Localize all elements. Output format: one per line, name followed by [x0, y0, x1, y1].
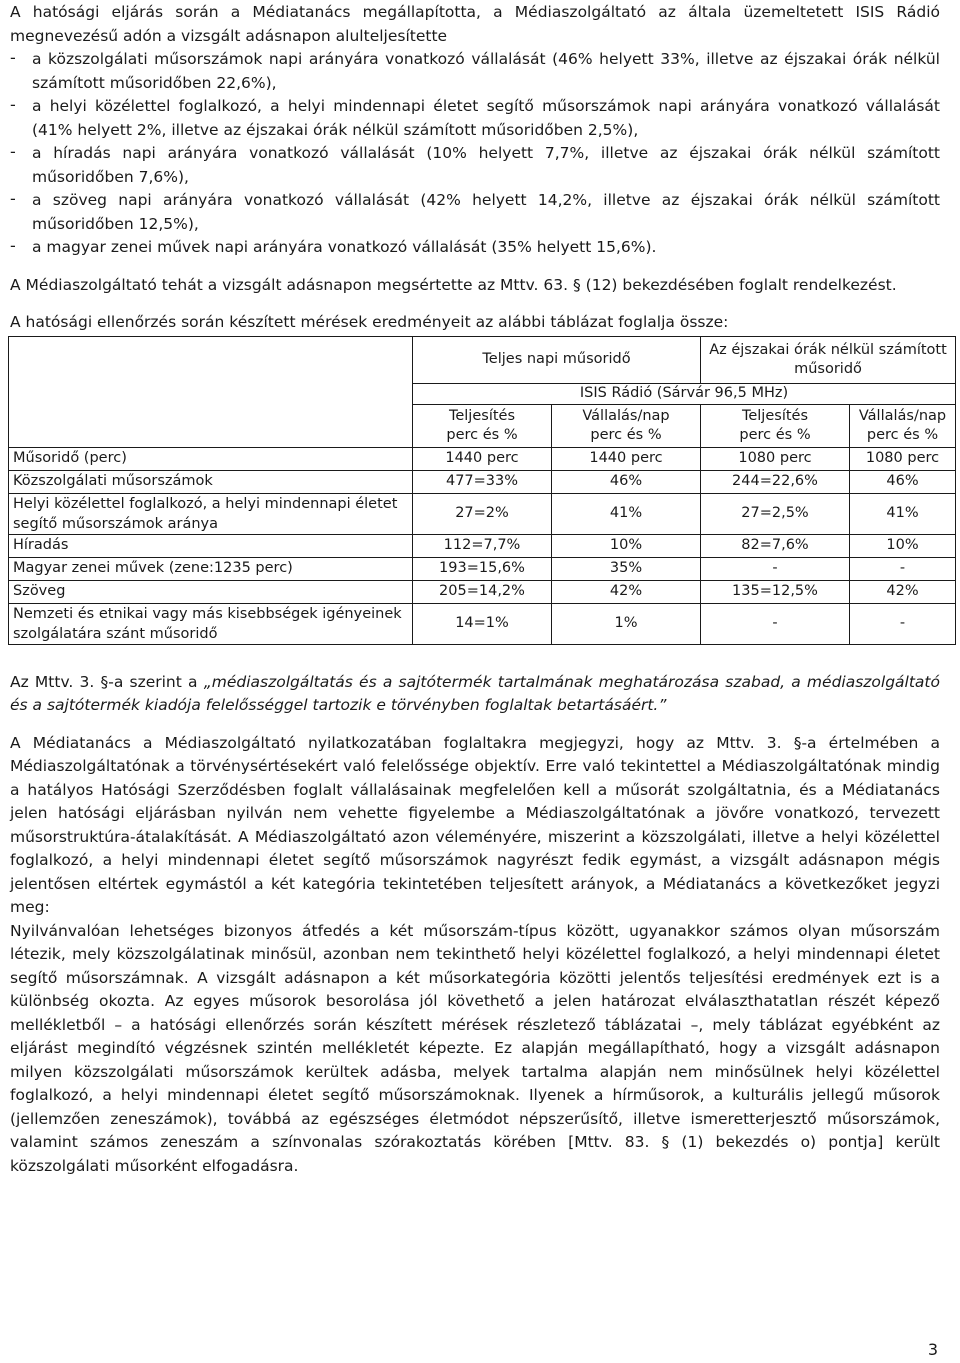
cell: 10% — [850, 534, 956, 557]
row-label: Szöveg — [9, 580, 413, 603]
bullet-item — [10, 48, 940, 95]
col-header-line1: Teljesítés — [741, 407, 809, 424]
row-label: Nemzeti és etnikai vagy más kisebbségek igényeinek szolgálatára szánt műsoridő — [9, 603, 413, 644]
col-header-line2: perc és % — [590, 426, 662, 443]
row-label: Magyar zenei művek (zene:1235 perc) — [9, 557, 413, 580]
table-row — [9, 534, 956, 557]
cell: 1440 perc — [413, 447, 552, 470]
cell: 27=2,5% — [701, 493, 850, 534]
cell: 1080 perc — [701, 447, 850, 470]
cell: 244=22,6% — [701, 470, 850, 493]
cell: 14=1% — [413, 603, 552, 644]
cell: 112=7,7% — [413, 534, 552, 557]
table-row — [9, 580, 956, 603]
bullet-dash: - — [10, 142, 16, 161]
cell: 1440 perc — [552, 447, 701, 470]
table-row — [9, 603, 956, 644]
row-label: Helyi közélettel foglalkozó, a helyi mindennapi életet segítő műsorszámok aránya — [9, 493, 413, 534]
bullet-item — [10, 189, 940, 236]
table-row — [9, 557, 956, 580]
bullet-text: a közszolgálati műsorszámok napi arányára vonatkozó vállalását (46% helyett 33%, illetve az éjszakai órák nélkül számított műsoridőben 22,6%), — [32, 50, 940, 92]
bullet-text: a híradás napi arányára vonatkozó vállalását (10% helyett 7,7%, illetve az éjszakai órák nélkül számított műsoridőben 7,6%), — [32, 144, 940, 186]
page-number: 3 — [927, 1340, 938, 1359]
cell: 42% — [552, 580, 701, 603]
row-label: Közszolgálati műsorszámok — [9, 470, 413, 493]
bullet-item — [10, 142, 940, 189]
table-corner-cell — [9, 336, 413, 447]
table-intro: A hatósági ellenőrzés során készített mérések eredményeit az alábbi táblázat foglalja össze: — [10, 313, 729, 331]
intro-paragraph: A hatósági eljárás során a Médiatanács megállapította, a Médiaszolgáltató az általa üzemeltetett ISIS Rádió megnevezésű adón a vizsgált adásnapon alulteljesítette — [10, 3, 940, 45]
cell: 193=15,6% — [413, 557, 552, 580]
row-label: Híradás — [9, 534, 413, 557]
table-row — [9, 447, 956, 470]
row-label: Műsoridő (perc) — [9, 447, 413, 470]
col-header-line2: perc és % — [446, 426, 518, 443]
col-header-line1: Vállalás/nap — [582, 407, 670, 424]
bullet-text: a magyar zenei művek napi arányára vonatkozó vállalását (35% helyett 15,6%). — [32, 238, 657, 256]
col-header-line1: Teljesítés — [448, 407, 516, 424]
cell: 35% — [552, 557, 701, 580]
cell: - — [701, 557, 850, 580]
cell: 46% — [552, 470, 701, 493]
cell: 1080 perc — [850, 447, 956, 470]
cell: 1% — [552, 603, 701, 644]
col-header — [850, 404, 956, 447]
quote-text: „médiaszolgáltatás és a sajtótermék tartalmának meghatározása szabad, a médiaszolgáltató és a sajtótermék kiadója felelősséggel tartozik e törvényben foglaltak betartásáért.” — [10, 672, 940, 714]
col-header-line2: perc és % — [866, 426, 939, 443]
cell: 477=33% — [413, 470, 552, 493]
bullet-item — [10, 95, 940, 142]
cell: - — [701, 603, 850, 644]
quote-paragraph — [10, 671, 940, 718]
cell: 82=7,6% — [701, 534, 850, 557]
cell: - — [850, 603, 956, 644]
bullet-text: a szöveg napi arányára vonatkozó vállalását (42% helyett 14,2%, illetve az éjszakai órák nélkül számított műsoridőben 12,5%), — [32, 191, 940, 233]
cell: 46% — [850, 470, 956, 493]
quote-prefix: Az Mttv. 3. §-a szerint a — [10, 672, 204, 691]
cell: 42% — [850, 580, 956, 603]
bullet-dash: - — [10, 189, 16, 208]
cell: 27=2% — [413, 493, 552, 534]
conclusion-paragraph: A Médiaszolgáltató tehát a vizsgált adásnapon megsértette az Mttv. 63. § (12) bekezdésében foglalt rendelkezést. — [10, 275, 897, 294]
cell: 41% — [850, 493, 956, 534]
cell: 135=12,5% — [701, 580, 850, 603]
bullet-dash: - — [10, 236, 16, 255]
bullet-dash: - — [10, 48, 16, 67]
cell: 41% — [552, 493, 701, 534]
bullet-dash: - — [10, 95, 16, 114]
station-header: ISIS Rádió (Sárvár 96,5 MHz) — [413, 383, 956, 404]
cell: 10% — [552, 534, 701, 557]
measurement-table — [8, 336, 956, 645]
table-row — [9, 493, 956, 534]
col-header-line1: Vállalás/nap — [858, 407, 947, 424]
bullet-text: a helyi közélettel foglalkozó, a helyi mindennapi életet segítő műsorszámok napi arányára vonatkozó vállalását (41% helyett 2%, illetve az éjszakai órák nélkül számított műsoridőben 2,5%), — [32, 97, 940, 139]
col-header — [413, 404, 552, 447]
document-page — [10, 0, 947, 1178]
bullet-item — [10, 236, 940, 260]
body-paragraph-2: Nyilvánvalóan lehetséges bizonyos átfedés a két műsorszám-típus között, ugyanakkor számos olyan műsorszám létezik, mely közszolgálatinak minősül, azonban nem tekinthető helyi közélettel foglalkozó, a helyi mindennapi életet segítő műsorszámnak. A vizsgált adásnapon a két műsorkategória közötti jelentős teljesítési eredmények ezt is a különbség okozta. Az egyes műsorok besorolása jól követhető a jelen határozat elválaszthatatlan részét képező mellékletből – a hatósági ellenőrzés során készített mérések részletező táblázatai –, mely táblázat egyébként az eljárást megindító végzésnek szintén mellékletét képezte. Ez alapján megállapítható, hogy a vizsgált adásnapon milyen közszolgálati műsorszámok kerültek adásba, melyek tartalma alapján nem minősülnek helyi közélettel foglalkozó, a helyi mindennapi életet segítő műsorszámoknak. Ilyenek a hírműsorok, a kulturális jellegű műsorok (jellemzően zeneszámok), továbbá az egészséges életmódot népszerűsítő, illetve ismeretterjesztő műsorszámok, valamint számos zeneszám a színvonalas szórakoztatás körében [Mttv. 83. § (1) bekezdés o) pontja] került közszolgálati műsorként elfogadásra. — [10, 921, 940, 1175]
cell: 205=14,2% — [413, 580, 552, 603]
table-row — [9, 470, 956, 493]
body-paragraph-1: A Médiatanács a Médiaszolgáltató nyilatkozatában foglaltakra megjegyzi, hogy az Mttv. 3. §-a értelmében a Médiaszolgáltatónak a törvénysértésekért való felelőssége objektív. Erre való tekintettel a Médiaszolgáltatónak mindig a hatályos Hatósági Szerződésben foglalt vállalásainak megfelelően kell a műsorát szolgáltatnia, és a Médiatanács jelen hatósági eljárásban nyilván nem vehette figyelembe a Médiaszolgáltatónak a jövőre vonatkozó, tervezett műsorstruktúra-átalakítását. A Médiaszolgáltató azon véleményére, miszerint a közszolgálati, illetve a helyi közélettel foglalkozó, a helyi mindennapi életet segítő műsorszámok nagyrészt fedik egymást, a vizsgált adásnapon mégis jelentősen eltértek egymástól a két kategória tekintetében teljesített arányok, a Médiatanács a következőket jegyzi meg: — [10, 733, 940, 916]
group-header-night: Az éjszakai órák nélkül számított műsoridő — [701, 336, 956, 383]
group-header-full: Teljes napi műsoridő — [413, 336, 701, 383]
col-header — [701, 404, 850, 447]
cell: - — [850, 557, 956, 580]
col-header-line2: perc és % — [739, 426, 811, 443]
col-header — [552, 404, 701, 447]
